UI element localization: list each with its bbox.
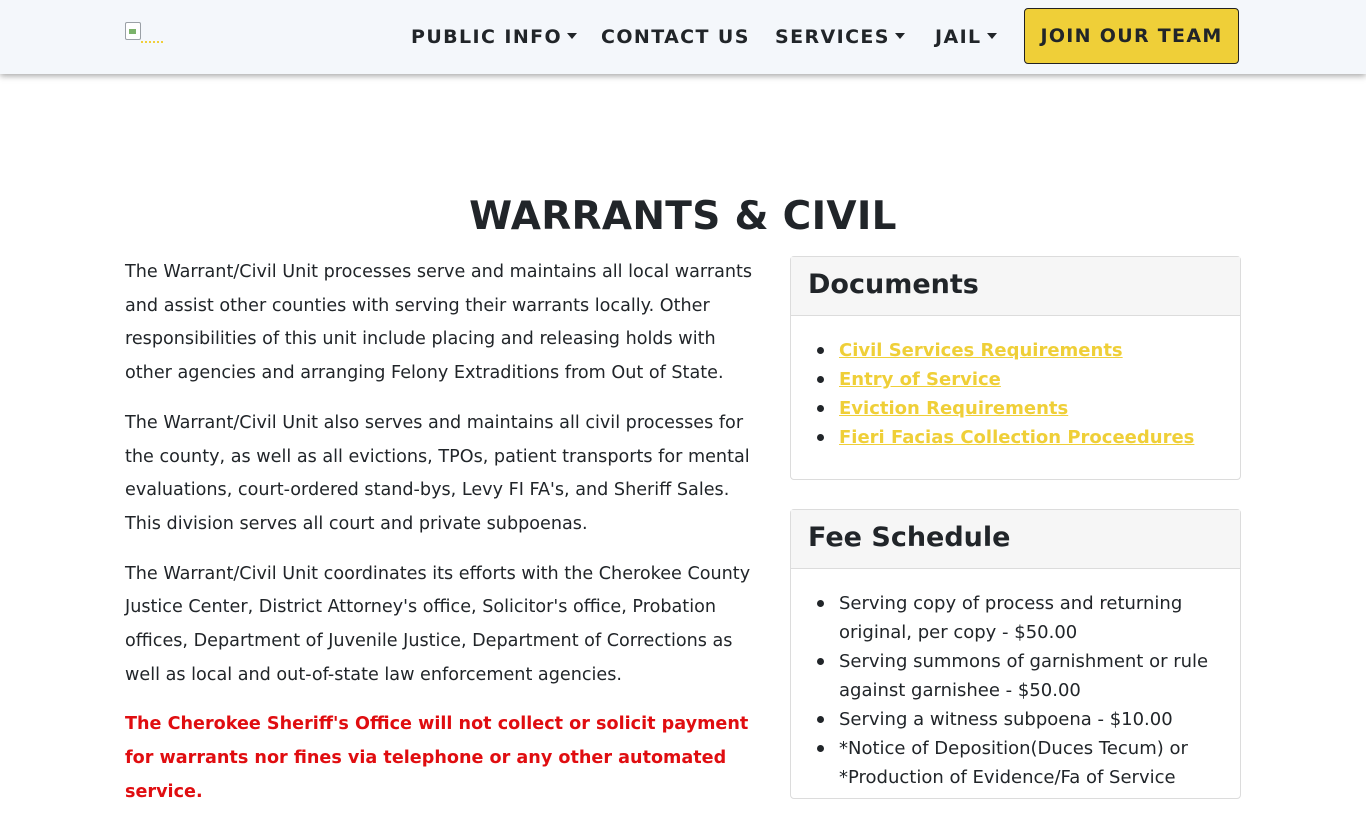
list-item	[839, 394, 1220, 423]
nav-services-label: SERVICES	[775, 26, 890, 48]
nav-public-info-label: PUBLIC INFO	[411, 26, 563, 48]
chevron-down-icon	[895, 33, 905, 39]
nav-public-info[interactable]	[411, 26, 577, 48]
fee-schedule-card-title: Fee Schedule	[791, 510, 1240, 569]
broken-image-icon	[125, 22, 141, 40]
intro-paragraph: The Warrant/Civil Unit processes serve and maintains all local warrants and assist other counties with serving their warrants locally. Other responsibilities of this unit include placing and releasing holds with other agencies and arranging Felony Extraditions from Out of State.	[125, 262, 753, 384]
list-item	[839, 336, 1220, 365]
list-item	[839, 423, 1220, 452]
payment-warning: The Cherokee Sheriff's Office will not collect or solicit payment for warrants nor fines via telephone or any other automated service.	[125, 714, 749, 802]
site-logo[interactable]	[125, 22, 165, 48]
main-content	[125, 256, 765, 826]
page-title: WARRANTS & CIVIL	[469, 194, 897, 239]
fee-item: Serving a witness subpoena - $10.00	[839, 705, 1220, 734]
nav-contact-us-label: CONTACT US	[601, 26, 750, 48]
doc-link-entry-of-service[interactable]: Entry of Service	[839, 369, 1001, 390]
chevron-down-icon	[567, 33, 577, 39]
fee-schedule-card	[790, 509, 1241, 799]
documents-list	[791, 316, 1240, 472]
fee-list	[791, 569, 1240, 812]
top-navbar	[0, 0, 1366, 74]
nav-services[interactable]	[775, 26, 905, 48]
doc-link-civil-services-requirements[interactable]: Civil Services Requirements	[839, 340, 1123, 361]
nav-jail-label: JAIL	[935, 26, 982, 48]
nav-jail[interactable]	[935, 26, 997, 48]
list-item	[839, 365, 1220, 394]
fee-item: Serving summons of garnishment or rule against garnishee - $50.00	[839, 647, 1220, 705]
nav-contact-us[interactable]	[601, 26, 750, 48]
fee-item: Serving copy of process and returning original, per copy - $50.00	[839, 589, 1220, 647]
coordination-paragraph: The Warrant/Civil Unit coordinates its efforts with the Cherokee County Justice Center, District Attorney's office, Solicitor's office, Probation offices, Department of Juvenile Justice, Department of Corrections as well as local and out-of-state law enforcement agencies.	[125, 563, 751, 685]
chevron-down-icon	[987, 33, 997, 39]
logo-placeholder	[141, 41, 163, 45]
doc-link-fieri-facias[interactable]: Fieri Facias Collection Proceedures	[839, 427, 1195, 448]
fee-item: *Notice of Deposition(Duces Tecum) or *Production of Evidence/Fa of Service	[839, 734, 1220, 792]
join-our-team-button[interactable]: JOIN OUR TEAM	[1024, 8, 1239, 64]
civil-paragraph: The Warrant/Civil Unit also serves and maintains all civil processes for the county, as well as all evictions, TPOs, patient transports for mental evaluations, court-ordered stand-bys, Levy FI FA's, and Sheriff Sales. This division serves all court and private subpoenas.	[125, 412, 750, 534]
documents-card-title: Documents	[791, 257, 1240, 316]
doc-link-eviction-requirements[interactable]: Eviction Requirements	[839, 398, 1069, 419]
documents-card	[790, 256, 1241, 480]
